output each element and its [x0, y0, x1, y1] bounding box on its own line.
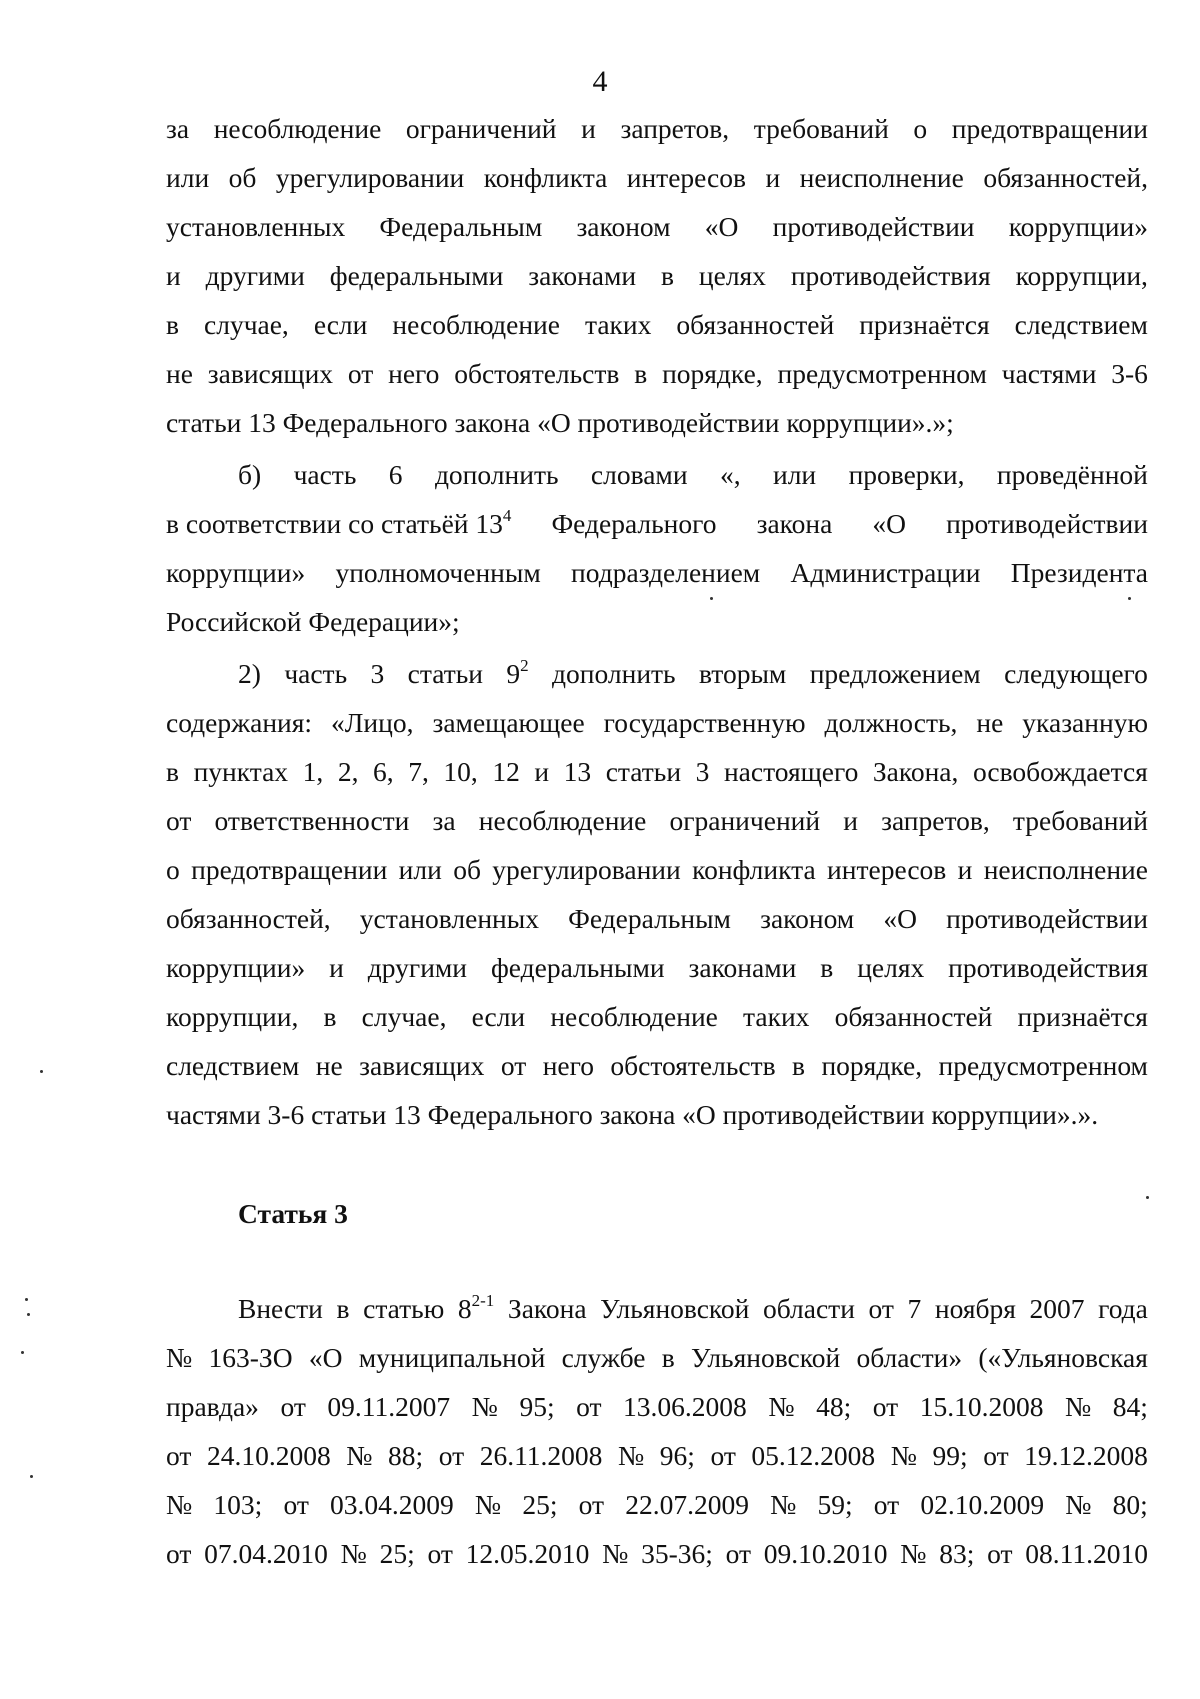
- word: и: [765, 162, 781, 193]
- word: ноября: [934, 1293, 1016, 1324]
- word: в: [661, 1342, 675, 1373]
- text-line-with-superscript: [166, 500, 1148, 549]
- word: в: [166, 756, 179, 787]
- word: интересов: [827, 854, 947, 885]
- word: порядке,: [821, 1050, 923, 1081]
- word: и: [534, 756, 550, 787]
- text-line: [166, 154, 1148, 203]
- word: 2007: [1029, 1293, 1085, 1324]
- text-line: [166, 203, 1148, 252]
- scan-speck: [21, 1351, 24, 1354]
- word: и: [166, 260, 181, 291]
- word: 26.11.2008: [479, 1440, 603, 1471]
- word: в: [634, 358, 648, 389]
- word: требований: [753, 113, 889, 144]
- word: не: [315, 1050, 343, 1081]
- word: от: [283, 1489, 309, 1520]
- word: таких: [743, 1001, 810, 1032]
- text-line: [166, 699, 1148, 748]
- word: 12.05.2010: [465, 1538, 590, 1569]
- word: требований: [1012, 805, 1148, 836]
- scan-speck: [30, 1475, 33, 1478]
- word: частями: [1001, 358, 1097, 389]
- word: №: [1065, 1391, 1092, 1422]
- word: обстоятельств: [610, 1050, 776, 1081]
- word: от: [576, 1391, 602, 1422]
- word: запретов,: [881, 805, 990, 836]
- word: Ульяновской: [600, 1293, 750, 1324]
- word: («Ульяновская: [978, 1342, 1148, 1373]
- word: обязанностей,: [166, 903, 331, 934]
- text-line: [166, 105, 1148, 154]
- word: №: [768, 1391, 795, 1422]
- word: 35-36;: [641, 1538, 713, 1569]
- word: установленных: [166, 211, 346, 242]
- word: 13.06.2008: [623, 1391, 747, 1422]
- word: другими: [205, 260, 305, 291]
- word: от: [725, 1538, 752, 1569]
- word: 3: [370, 658, 385, 689]
- word: или: [398, 854, 442, 885]
- word: 15.10.2008: [919, 1391, 1044, 1422]
- word: коррупции,: [1015, 260, 1148, 291]
- word: 99;: [932, 1440, 968, 1471]
- word: 1,: [302, 756, 324, 787]
- word: 19.12.2008: [1024, 1440, 1148, 1471]
- word: статьи: [605, 756, 682, 787]
- word: 3-6: [1111, 358, 1148, 389]
- text-line: [166, 1334, 1148, 1383]
- word: от: [347, 358, 374, 389]
- word: не: [976, 707, 1004, 738]
- word: установленных: [359, 903, 539, 934]
- word: часть: [284, 658, 348, 689]
- text-line: Российской Федерации»;: [166, 606, 460, 637]
- word: следствием: [166, 1050, 300, 1081]
- word: Внести: [238, 1293, 323, 1324]
- word: 96;: [659, 1440, 695, 1471]
- scan-speck: [1146, 1196, 1149, 1199]
- word: от: [427, 1538, 453, 1569]
- word: не: [166, 358, 193, 389]
- word: от: [500, 1050, 527, 1081]
- word: замещающее: [432, 707, 585, 738]
- word: в: [166, 309, 179, 340]
- word: целях: [698, 260, 766, 291]
- word: зависящих: [207, 358, 334, 389]
- word: Закона,: [872, 756, 959, 787]
- word: 12: [492, 756, 520, 787]
- word: противодействии: [772, 211, 975, 242]
- word: №: [166, 1489, 193, 1520]
- word: о: [913, 113, 928, 144]
- word: 25;: [379, 1538, 415, 1569]
- word: 24.10.2008: [206, 1440, 331, 1471]
- superscript: 2: [520, 656, 529, 675]
- text-line: [166, 1383, 1148, 1432]
- word: «Лицо,: [331, 707, 414, 738]
- word: №: [471, 1391, 498, 1422]
- word: №: [474, 1489, 502, 1520]
- word: и: [329, 952, 344, 983]
- word: от: [868, 1293, 894, 1324]
- word: проверки,: [848, 459, 965, 490]
- word: содержания:: [166, 707, 313, 738]
- word: коррупции,: [166, 1001, 299, 1032]
- word: об: [228, 162, 257, 193]
- word: коррупции»: [166, 952, 306, 983]
- word: случае,: [204, 309, 289, 340]
- word: 7,: [408, 756, 429, 787]
- word: уполномоченным: [335, 557, 541, 588]
- text-line: [166, 301, 1148, 350]
- word: предусмотренном: [777, 358, 987, 389]
- word: настоящего: [723, 756, 859, 787]
- word: федеральными: [490, 952, 665, 983]
- word: 163-ЗО: [208, 1342, 293, 1373]
- word: Федеральным: [379, 211, 543, 242]
- word: обязанностей,: [983, 162, 1148, 193]
- word: Ульяновской: [690, 1342, 841, 1373]
- word: несоблюдение: [478, 805, 647, 836]
- text-line: [166, 1530, 1148, 1579]
- word: о: [166, 854, 180, 885]
- word: предусмотренном: [938, 1050, 1148, 1081]
- word: от: [710, 1440, 736, 1471]
- word: 88;: [388, 1440, 424, 1471]
- word: от: [166, 805, 192, 836]
- word: зависящих: [359, 1050, 485, 1081]
- word: несоблюдение: [550, 1001, 718, 1032]
- word: за: [166, 113, 190, 144]
- word: №: [617, 1440, 645, 1471]
- word: законом: [576, 211, 671, 242]
- word: 2,: [337, 756, 359, 787]
- word: 7: [907, 1293, 922, 1324]
- text-line: [166, 993, 1148, 1042]
- word: несоблюдение: [392, 309, 560, 340]
- word: №: [1065, 1489, 1092, 1520]
- word: муниципальной: [358, 1342, 546, 1373]
- word: неисполнение: [983, 854, 1148, 885]
- word: конфликта: [692, 854, 816, 885]
- word: противодействии: [946, 508, 1148, 539]
- word: правда»: [166, 1391, 259, 1422]
- text-line: [166, 1042, 1148, 1091]
- page-number: 4: [592, 65, 608, 98]
- word: от: [983, 1440, 1009, 1471]
- word: №: [346, 1440, 373, 1471]
- word: службе: [561, 1342, 646, 1373]
- word: несоблюдение: [213, 113, 382, 144]
- word: от: [166, 1440, 192, 1471]
- scan-speck: [25, 1298, 28, 1301]
- word: часть: [293, 459, 357, 490]
- text-line: [166, 748, 1148, 797]
- word: от: [987, 1538, 1013, 1569]
- word: 59;: [817, 1489, 853, 1520]
- scan-speck: [40, 1070, 43, 1073]
- word: если: [471, 1001, 526, 1032]
- word: 6,: [373, 756, 394, 787]
- superscript: 2-1: [471, 1291, 495, 1310]
- word: или: [166, 162, 210, 193]
- word: противодействия: [790, 260, 991, 291]
- word: и: [843, 805, 858, 836]
- word: 13: [563, 756, 592, 787]
- word: от: [578, 1489, 605, 1520]
- word: 07.04.2010: [204, 1538, 328, 1569]
- text-line: частями 3-6 статьи 13 Федерального закона «О противодействии коррупции».».: [166, 1099, 1099, 1130]
- word: и: [957, 854, 973, 885]
- word: него: [542, 1050, 594, 1081]
- word: в: [820, 952, 834, 983]
- word: должность,: [824, 707, 958, 738]
- word: конфликта: [483, 162, 608, 193]
- text-line-with-superscript: [238, 1285, 1148, 1334]
- word: 22.07.2009: [625, 1489, 749, 1520]
- text-line: [166, 549, 1148, 598]
- word: 84;: [1112, 1391, 1148, 1422]
- word: Президента: [1010, 557, 1148, 588]
- word: ответственности: [214, 805, 410, 836]
- text-line: [166, 1481, 1148, 1530]
- word: коррупции»: [166, 557, 306, 588]
- word: Администрации: [790, 557, 981, 588]
- word: или: [772, 459, 817, 490]
- word: области»: [856, 1342, 963, 1373]
- text-line: [166, 350, 1148, 399]
- word: 95;: [519, 1391, 555, 1422]
- word: 02.10.2009: [920, 1489, 1045, 1520]
- word: предотвращении: [191, 854, 388, 885]
- word: «,: [719, 459, 741, 490]
- article-heading: Статья 3: [238, 1198, 348, 1229]
- word: целях: [857, 952, 925, 983]
- word: указанную: [1022, 707, 1148, 738]
- word: обязанностей: [676, 309, 835, 340]
- word: от: [166, 1538, 192, 1569]
- word: неисполнение: [799, 162, 964, 193]
- word: «О: [872, 508, 906, 539]
- word: законами: [528, 260, 637, 291]
- text-line: [166, 1432, 1148, 1481]
- word: 09.10.2010: [763, 1538, 888, 1569]
- text-line: [166, 895, 1148, 944]
- text-line: [166, 944, 1148, 993]
- word: 2): [238, 658, 261, 689]
- text-line-with-superscript: [238, 650, 1148, 699]
- superscript: 4: [502, 506, 512, 525]
- text-line: [238, 451, 1148, 500]
- word: №: [166, 1342, 193, 1373]
- word: 09.11.2007: [327, 1391, 451, 1422]
- word: вторым: [698, 658, 787, 689]
- word: об: [453, 854, 481, 885]
- word: урегулировании: [275, 162, 465, 193]
- scan-speck: [710, 597, 713, 600]
- word: 103;: [213, 1489, 263, 1520]
- word: ограничений: [405, 113, 557, 144]
- text-fragment: $9^2$: [506, 656, 529, 689]
- word: №: [770, 1489, 797, 1520]
- word: ограничений: [669, 805, 821, 836]
- word: подразделением: [571, 557, 761, 588]
- word: №: [900, 1538, 927, 1569]
- word: №: [340, 1538, 367, 1569]
- text-line: [166, 797, 1148, 846]
- word: от: [872, 1391, 899, 1422]
- scan-speck: [27, 1313, 30, 1316]
- word: от: [280, 1391, 306, 1422]
- word: в: [792, 1050, 806, 1081]
- word: 6: [388, 459, 403, 490]
- word: 25;: [522, 1489, 558, 1520]
- word: 80;: [1112, 1489, 1148, 1520]
- word: противодействии: [946, 903, 1148, 934]
- word: признаётся: [1017, 1001, 1148, 1032]
- word: статью: [363, 1293, 445, 1324]
- word: освобождается: [972, 756, 1148, 787]
- word: запретов,: [620, 113, 730, 144]
- word: №: [602, 1538, 629, 1569]
- text-fragment: 8$^{2-1}$: [457, 1291, 495, 1324]
- scan-speck: [1128, 597, 1131, 600]
- word: словами: [590, 459, 688, 490]
- word: проведённой: [996, 459, 1148, 490]
- word: 10,: [443, 756, 478, 787]
- word: обстоятельств: [454, 358, 620, 389]
- word: области: [762, 1293, 855, 1324]
- word: законами: [688, 952, 797, 983]
- word: и: [581, 113, 596, 144]
- word: за: [432, 805, 456, 836]
- word: государственную: [603, 707, 806, 738]
- word: другими: [367, 952, 468, 983]
- word: 3: [695, 756, 710, 787]
- word: противодействия: [948, 952, 1148, 983]
- word: года: [1098, 1293, 1148, 1324]
- word: от: [873, 1489, 900, 1520]
- word: следствием: [1014, 309, 1148, 340]
- word: следующего: [1004, 658, 1148, 689]
- word: него: [388, 358, 440, 389]
- word: таких: [584, 309, 652, 340]
- word: Федеральным: [568, 903, 731, 934]
- word: статьи: [407, 658, 483, 689]
- text-fragment: в соответствии со статьёй $13^4$: [166, 506, 512, 539]
- word: законом: [760, 903, 855, 934]
- word: 08.11.2010: [1025, 1538, 1148, 1569]
- word: дополнить: [552, 658, 676, 689]
- word: предложением: [809, 658, 981, 689]
- word: пунктах: [193, 756, 289, 787]
- word: коррупции»: [1008, 211, 1148, 242]
- word: порядке,: [662, 358, 763, 389]
- word: урегулировании: [492, 854, 681, 885]
- word: «О: [883, 903, 917, 934]
- word: 83;: [939, 1538, 975, 1569]
- word: «О: [704, 211, 739, 242]
- text-line: [166, 846, 1148, 895]
- word: признаётся: [859, 309, 990, 340]
- word: 05.12.2008: [751, 1440, 876, 1471]
- word: Федерального: [551, 508, 717, 539]
- word: случае,: [361, 1001, 447, 1032]
- word: «О: [308, 1342, 343, 1373]
- text-line: статьи 13 Федерального закона «О противодействии коррупции».»;: [166, 407, 954, 438]
- word: от: [438, 1440, 465, 1471]
- word: в: [336, 1293, 350, 1324]
- word: б): [238, 459, 262, 490]
- word: 03.04.2009: [330, 1489, 454, 1520]
- word: обязанностей: [834, 1001, 993, 1032]
- word: в: [661, 260, 674, 291]
- word: №: [890, 1440, 917, 1471]
- word: если: [313, 309, 368, 340]
- word: Закона: [507, 1293, 587, 1324]
- word: дополнить: [434, 459, 559, 490]
- word: интересов: [626, 162, 746, 193]
- word: в: [323, 1001, 337, 1032]
- text-line: [166, 252, 1148, 301]
- word: закона: [756, 508, 833, 539]
- word: 48;: [816, 1391, 852, 1422]
- word: федеральными: [329, 260, 504, 291]
- word: предотвращении: [951, 113, 1148, 144]
